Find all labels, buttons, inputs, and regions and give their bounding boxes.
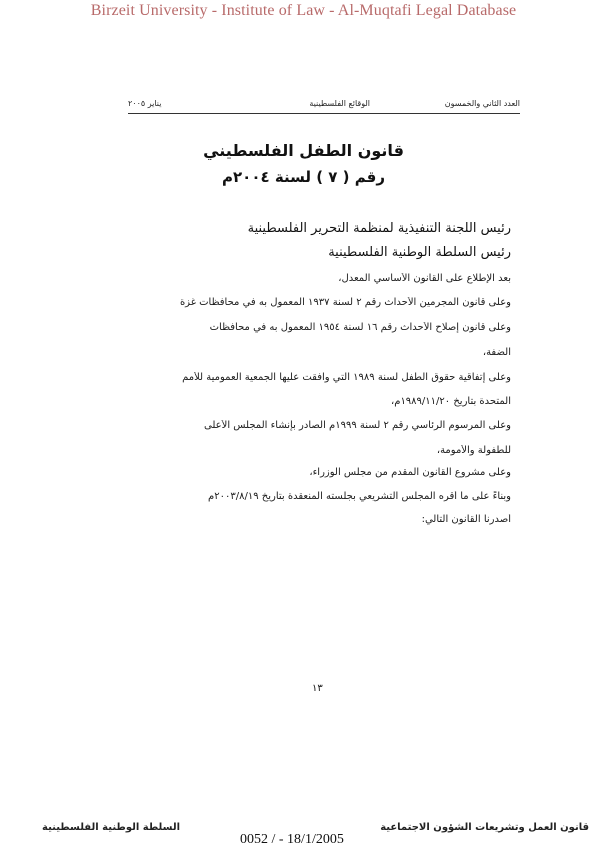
preamble-line: أصدرنا القانون التالي:	[421, 514, 511, 525]
preamble-line: وبناءً على ما أقره المجلس التشريعي بجلسته المنعقدة بتاريخ ٢٠٠٣/٨/١٩م	[208, 491, 511, 502]
footer-collection-title: قانون العمل وتشريعات الشؤون الاجتماعية	[380, 822, 589, 833]
header-issue: العدد الثاني والخمسون	[444, 99, 520, 108]
preamble-line: وعلى قانون المجرمين الأحداث رقم ٢ لسنة ١٩٣٧ المعمول به في محافظات غزة	[179, 297, 511, 308]
law-number: رقم ( ٧ ) لسنة ٢٠٠٤م	[222, 168, 385, 186]
preamble-line: وعلى المرسوم الرئاسي رقم ٢ لسنة ١٩٩٩م الصادر بإنشاء المجلس الأعلى	[204, 420, 511, 431]
preamble-line: وعلى قانون إصلاح الأحداث رقم ١٦ لسنة ١٩٥٤ المعمول به في محافظات	[209, 322, 511, 333]
preamble-line: للطفولة والأمومة،	[436, 445, 511, 456]
law-title: قانون الطفل الفلسطيني	[203, 141, 404, 160]
page-number: ١٣	[312, 683, 323, 694]
watermark-banner: Birzeit University - Institute of Law - Al-Muqtafi Legal Database	[90, 2, 517, 19]
preamble-line: وعلى مشروع القانون المقدم من مجلس الوزراء،	[309, 467, 511, 478]
preamble-line: الضفة،	[482, 347, 511, 358]
footer-authority: السلطة الوطنية الفلسطينية	[42, 822, 180, 833]
heading-plo-chairman: رئيس اللجنة التنفيذية لمنظمة التحرير الفلسطينية	[247, 221, 511, 236]
footer-stamp: 0052 / - 18/1/2005	[240, 832, 344, 847]
preamble-line: وعلى إتفاقية حقوق الطفل لسنة ١٩٨٩ التي وافقت عليها الجمعية العمومية للأمم	[182, 372, 511, 383]
header-gazette: الوقائع الفلسطينية	[309, 99, 370, 108]
header-date: يناير ٢٠٠٥	[128, 99, 162, 108]
running-header	[128, 99, 520, 114]
preamble-line: بعد الإطلاع على القانون الأساسي المعدل،	[338, 273, 511, 284]
heading-pna-president: رئيس السلطة الوطنية الفلسطينية	[328, 245, 511, 260]
preamble-line: المتحدة بتاريخ ١٩٨٩/١١/٢٠م،	[391, 396, 511, 407]
